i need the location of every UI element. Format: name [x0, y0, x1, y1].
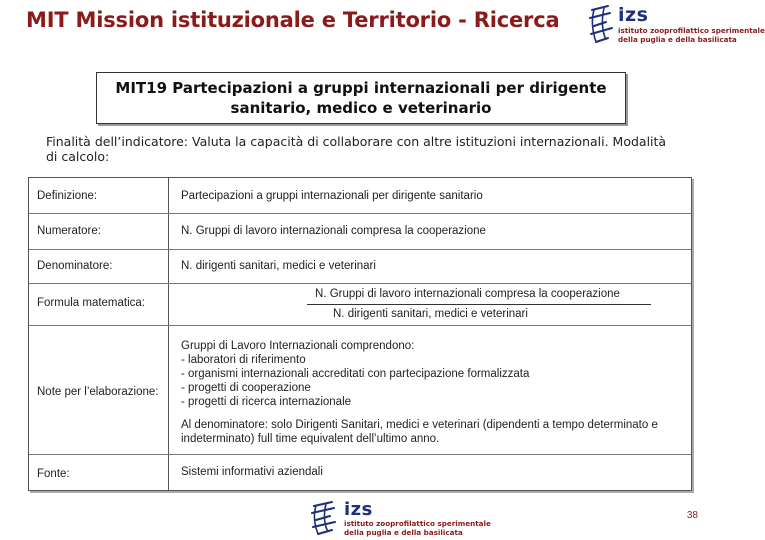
- formula-numerator: N. Gruppi di lavoro internazionali compresa la cooperazione: [315, 288, 620, 300]
- heading-line-1: MIT19 Partecipazioni a gruppi internazionali per dirigente: [115, 79, 607, 97]
- notes-intro: Gruppi di Lavoro Internazionali comprendono:: [181, 340, 415, 352]
- notes-item: - progetti di ricerca internazionale: [181, 396, 352, 408]
- fraction-line: [307, 304, 651, 305]
- source-label: Fonte:: [37, 468, 70, 480]
- indicator-heading: [115, 78, 606, 118]
- notes-list: [181, 339, 529, 409]
- formula-label: Formula matematica:: [37, 297, 146, 309]
- numerator-label: Numeratore:: [37, 225, 101, 237]
- logo-tagline: istituto zooprofilattico sperimentale della puglia e della basilicata: [618, 26, 765, 44]
- izs-logo-top: [588, 2, 765, 50]
- formula-denominator: N. dirigenti sanitari, medici e veterinari: [333, 308, 528, 320]
- definition-value: Partecipazioni a gruppi internazionali per dirigente sanitario: [181, 190, 483, 202]
- izs-logo-mark-icon: [310, 500, 340, 538]
- page-number: 38: [686, 510, 698, 521]
- notes-denominator: [181, 418, 689, 446]
- row-divider: [29, 283, 691, 284]
- izs-logo-bottom: [310, 498, 491, 538]
- row-divider: [29, 454, 691, 455]
- slide-title: MIT Mission istituzionale e Territorio - Ricerca: [26, 8, 560, 32]
- denominator-label: Denominatore:: [37, 260, 113, 272]
- logo-tagline: istituto zooprofilattico sperimentale della puglia e della basilicata: [344, 519, 491, 537]
- logo-brand: izs: [344, 499, 373, 520]
- logo-brand: izs: [618, 4, 649, 26]
- izs-logo-mark-icon: [588, 4, 616, 48]
- heading-line-2: sanitario, medico e veterinario: [230, 99, 492, 117]
- notes-denominator-line-2: indeterminato) full time equivalent dell’ultimo anno.: [181, 433, 440, 445]
- notes-item: - laboratori di riferimento: [181, 354, 306, 366]
- definition-label: Definizione:: [37, 190, 98, 202]
- source-value: Sistemi informativi aziendali: [181, 466, 323, 478]
- indicator-purpose: Finalità dell’indicatore: Valuta la capacità di collaborare con altre istituzioni internazionali. Modalità di calcolo:: [46, 134, 667, 164]
- numerator-value: N. Gruppi di lavoro internazionali compresa la cooperazione: [181, 225, 486, 237]
- row-divider: [29, 325, 691, 326]
- denominator-value: N. dirigenti sanitari, medici e veterinari: [181, 260, 376, 272]
- notes-denominator-line-1: Al denominatore: solo Dirigenti Sanitari, medici e veterinari (dipendenti a tempo determinato e: [181, 419, 658, 431]
- row-divider: [29, 249, 691, 250]
- notes-item: - progetti di cooperazione: [181, 382, 311, 394]
- indicator-heading-box: [96, 72, 626, 124]
- notes-label: Note per l’elaborazione:: [37, 386, 159, 398]
- notes-item: - organismi internazionali accreditati con partecipazione formalizzata: [181, 368, 530, 380]
- row-divider: [29, 213, 691, 214]
- indicator-table: [28, 177, 692, 491]
